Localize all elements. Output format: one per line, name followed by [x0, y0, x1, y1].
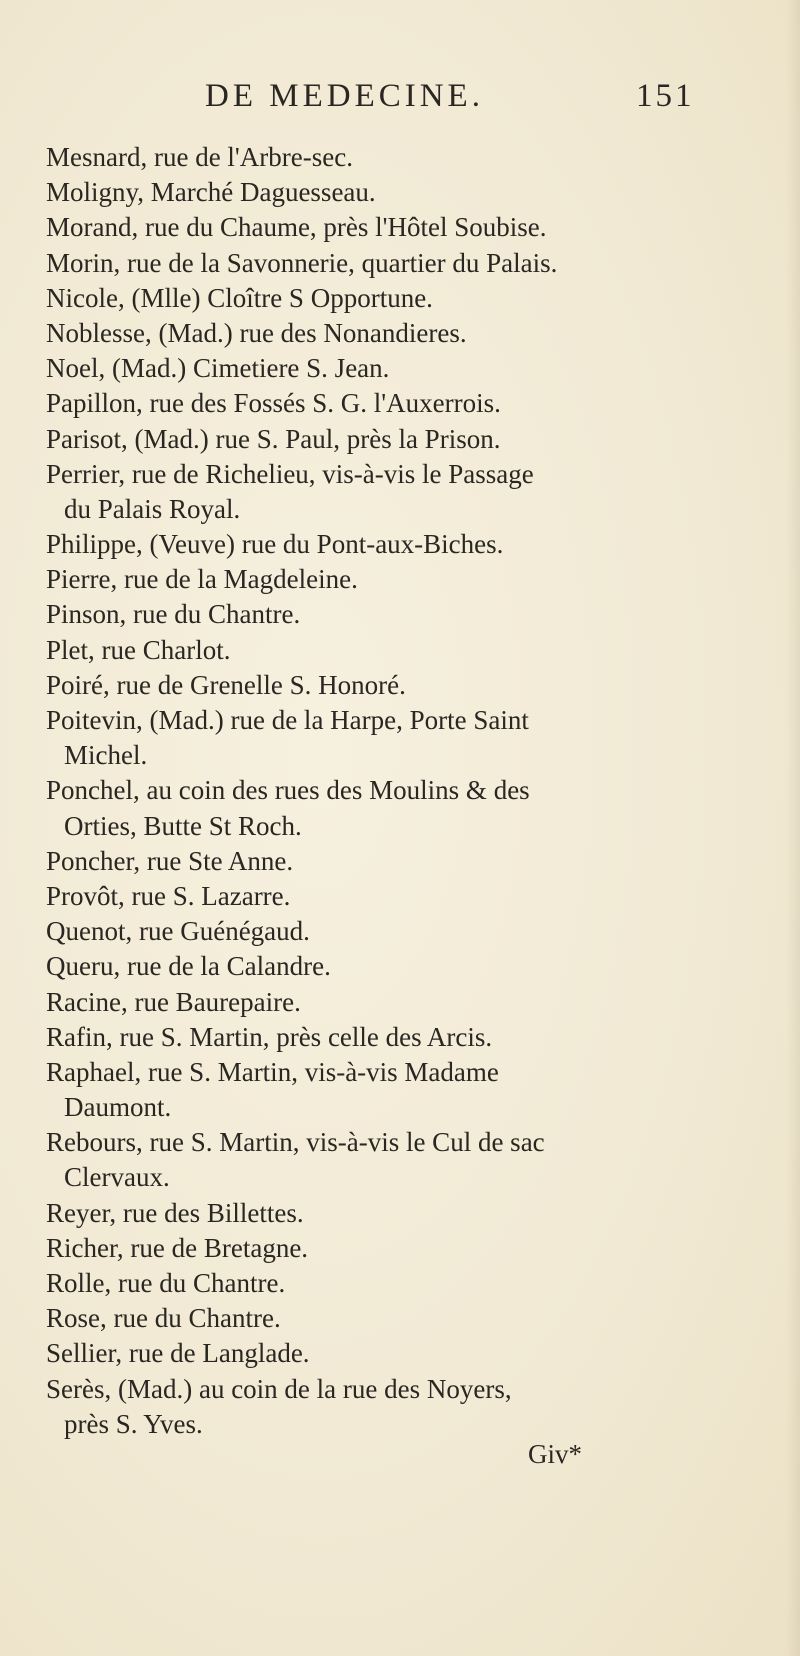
- list-item: Perrier, rue de Richelieu, vis-à-vis le Passage: [46, 458, 534, 489]
- list-item: Racine, rue Baurepaire.: [46, 986, 301, 1017]
- list-item-continuation: Michel.: [64, 740, 148, 771]
- list-item: Poncher, rue Ste Anne.: [46, 845, 294, 876]
- list-item-continuation: Orties, Butte St Roch.: [64, 810, 302, 841]
- directory-list: [46, 140, 746, 1442]
- list-item: Queru, rue de la Calandre.: [46, 951, 331, 982]
- page-header: [0, 78, 800, 118]
- list-item-continuation: Clervaux.: [64, 1162, 170, 1193]
- list-item: Plet, rue Charlot.: [46, 634, 231, 665]
- list-item: Raphael, rue S. Martin, vis-à-vis Madame: [46, 1056, 499, 1087]
- list-item: Noel, (Mad.) Cimetiere S. Jean.: [46, 353, 390, 384]
- list-item-continuation: près S. Yves.: [64, 1408, 203, 1439]
- catchword: Giv*: [528, 1439, 582, 1469]
- list-item: Rolle, rue du Chantre.: [46, 1268, 286, 1298]
- list-item: Morand, rue du Chaume, près l'Hôtel Soubise.: [46, 212, 547, 243]
- list-item: Moligny, Marché Daguesseau.: [46, 177, 376, 208]
- list-item: Pierre, rue de la Magdeleine.: [46, 564, 358, 595]
- list-item: Morin, rue de la Savonnerie, quartier du Palais.: [46, 247, 558, 278]
- list-item: Poiré, rue de Grenelle S. Honoré.: [46, 669, 406, 700]
- list-item: Papillon, rue des Fossés S. G. l'Auxerrois.: [46, 388, 501, 419]
- page-edge-shadow: [786, 0, 800, 1656]
- list-item-continuation: du Palais Royal.: [64, 493, 241, 524]
- list-item: Reyer, rue des Billettes.: [46, 1197, 304, 1228]
- list-item: Sellier, rue de Langlade.: [46, 1338, 310, 1369]
- list-item: Parisot, (Mad.) rue S. Paul, près la Prison.: [46, 423, 501, 454]
- list-item: Poitevin, (Mad.) rue de la Harpe, Porte Saint: [46, 705, 529, 735]
- running-head: DE MEDECINE.: [205, 78, 484, 114]
- list-item: Quenot, rue Guénégaud.: [46, 916, 310, 947]
- list-item: Richer, rue de Bretagne.: [46, 1232, 309, 1263]
- list-item: Rafin, rue S. Martin, près celle des Arcis.: [46, 1021, 493, 1052]
- list-item: Serès, (Mad.) au coin de la rue des Noyers,: [46, 1373, 512, 1404]
- list-item: Rebours, rue S. Martin, vis-à-vis le Cul de sac: [46, 1127, 545, 1158]
- list-item: Philippe, (Veuve) rue du Pont-aux-Biches.: [46, 529, 504, 560]
- list-item: Provôt, rue S. Lazarre.: [46, 880, 291, 911]
- page-number: 151: [636, 78, 695, 114]
- list-item: Rose, rue du Chantre.: [46, 1303, 281, 1334]
- list-item: Pinson, rue du Chantre.: [46, 599, 301, 630]
- list-item: Ponchel, au coin des rues des Moulins & des: [46, 775, 530, 806]
- list-item: Nicole, (Mlle) Cloître S Opportune.: [46, 282, 433, 313]
- list-item: Mesnard, rue de l'Arbre-sec.: [46, 142, 353, 172]
- list-item: Noblesse, (Mad.) rue des Nonandieres.: [46, 317, 467, 348]
- list-item-continuation: Daumont.: [64, 1092, 172, 1123]
